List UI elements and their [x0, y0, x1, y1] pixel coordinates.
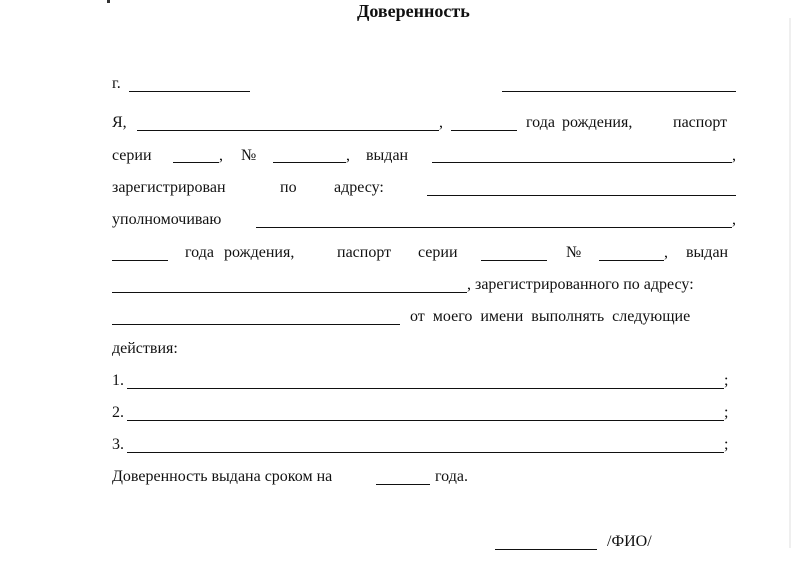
- principal-birth-year-blank: [451, 130, 517, 131]
- action-2-blank: [127, 420, 724, 421]
- principal-number-blank: [273, 162, 346, 163]
- line8-actions-text: действия:: [112, 340, 178, 357]
- line2-series-comma: ,: [219, 147, 223, 164]
- term-suffix: года.: [435, 468, 468, 485]
- signature-blank: [495, 549, 597, 550]
- line5-number-label: №: [566, 244, 582, 261]
- line2-end-comma: ,: [732, 147, 736, 164]
- line4-authorize-text: уполномочиваю: [112, 211, 222, 228]
- term-prefix: Доверенность выдана сроком на: [112, 468, 333, 485]
- term-blank: [376, 484, 430, 485]
- action-2-number: 2.: [112, 404, 124, 421]
- line2-number-label: №: [241, 147, 257, 164]
- action-1-end: ;: [724, 372, 729, 389]
- line5-birth-year-text: года рождения,: [185, 244, 295, 261]
- line1-comma: ,: [439, 114, 443, 131]
- principal-address-blank: [427, 195, 736, 196]
- line5-passport-text: паспорт: [337, 244, 392, 261]
- agent-birth-year-blank: [112, 260, 168, 261]
- agent-number-blank: [599, 260, 664, 261]
- line6-registered-address-text: , зарегистрированного по адресу:: [467, 276, 694, 293]
- line3-address-text: адресу:: [334, 179, 384, 196]
- corner-mark: [107, 0, 110, 3]
- signature-name-label: /ФИО/: [607, 533, 652, 550]
- document-title: Доверенность: [357, 1, 470, 21]
- action-1-number: 1.: [112, 372, 124, 389]
- principal-issued-by-blank: [432, 162, 732, 163]
- action-3-number: 3.: [112, 436, 124, 453]
- line2-issued-text: , выдан: [346, 147, 409, 164]
- page-edge-shadow: [789, 18, 791, 548]
- principal-series-blank: [173, 162, 219, 163]
- line2-series-label: серии: [112, 147, 152, 164]
- action-2-end: ;: [724, 404, 729, 421]
- action-3-blank: [127, 452, 724, 453]
- city-blank: [129, 91, 250, 92]
- line5-series-label: серии: [418, 244, 458, 261]
- line7-on-behalf-text: от моего имени выполнять следующие: [410, 308, 691, 325]
- agent-name-blank: [256, 227, 732, 228]
- agent-series-blank: [481, 260, 547, 261]
- line5-issued-text: , выдан: [664, 244, 729, 261]
- principal-name-blank: [137, 130, 439, 131]
- line3-registered-text: зарегистрирован: [112, 179, 226, 196]
- line4-end-comma: ,: [732, 211, 736, 228]
- agent-issued-by-blank: [112, 292, 467, 293]
- line3-at-text: по: [280, 179, 297, 196]
- city-label: г.: [112, 75, 121, 92]
- date-blank: [502, 91, 736, 92]
- i-label: Я,: [112, 114, 127, 131]
- action-3-end: ;: [724, 436, 729, 453]
- line1-passport-text: паспорт: [673, 114, 728, 131]
- agent-address-blank: [112, 324, 400, 325]
- line1-birth-year-text: года рождения,: [526, 114, 633, 131]
- action-1-blank: [127, 388, 724, 389]
